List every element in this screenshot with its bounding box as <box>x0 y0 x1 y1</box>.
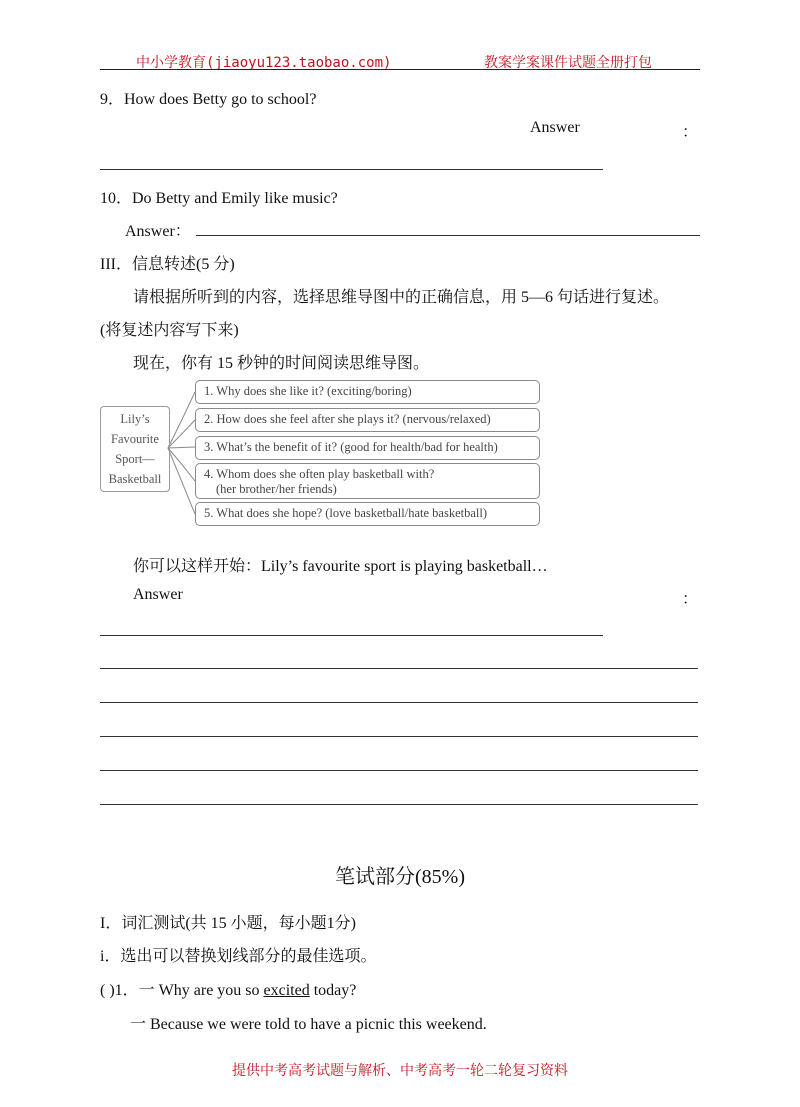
retell-line-1[interactable] <box>100 635 603 636</box>
q1-suffix: today? <box>309 982 357 999</box>
written-part-title: 笔试部分(85%) <box>335 866 465 888</box>
start-hint: 你可以这样开始：Lily’s favourite sport is playing basketball… <box>133 558 548 575</box>
header-right: 教案学案课件试题全册打包 <box>484 55 652 71</box>
retell-line-4[interactable] <box>100 736 698 737</box>
retell-line-2[interactable] <box>100 668 698 669</box>
mindmap-item-4-line-2: (her brother/her friends) <box>216 482 337 496</box>
mindmap-item-3: 3. What’s the benefit of it? (good for health/bad for health) <box>195 436 540 460</box>
mindmap-item-5: 5. What does she hope? (love basketball/hate basketball) <box>195 502 540 526</box>
mindmap-item-1: 1. Why does she like it? (exciting/boring) <box>195 380 540 404</box>
vocab-question-1 <box>100 977 356 1000</box>
section3-title: III．信息转述(5 分) <box>100 256 235 273</box>
section3-instruction-2: (将复述内容写下来) <box>100 322 239 339</box>
mindmap-item-4-line-1: 4. Whom does she often play basketball with? <box>204 467 435 481</box>
q9-answer-label: Answer <box>530 119 580 136</box>
vocab-sub-instruction: i．选出可以替换划线部分的最佳选项。 <box>100 948 377 965</box>
mindmap-root-line-1: Lily’s <box>120 412 150 426</box>
section3-time-note: 现在，你有 15 秒钟的时间阅读思维导图。 <box>133 355 430 372</box>
mindmap-item-4 <box>195 463 540 499</box>
retell-line-6[interactable] <box>100 804 698 805</box>
question-9: 9．How does Betty go to school? <box>100 91 317 108</box>
retell-colon: ： <box>682 591 699 608</box>
q9-colon: ： <box>682 124 699 141</box>
footer-note: 提供中考高考试题与解析、中考高考一轮二轮复习资料 <box>232 1064 568 1079</box>
retell-answer-label: Answer <box>133 586 183 603</box>
q10-answer-label: Answer： <box>125 223 191 240</box>
retell-line-3[interactable] <box>100 702 698 703</box>
mindmap-root-line-3: Sport— <box>115 452 155 466</box>
section3-instruction-1: 请根据所听到的内容，选择思维导图中的正确信息，用 5—6 句话进行复述。 <box>133 289 670 306</box>
mindmap-item-2: 2. How does she feel after she plays it? (nervous/relaxed) <box>195 408 540 432</box>
header-left: 中小学教育(jiaoyu123.taobao.com) <box>136 55 392 71</box>
mindmap-root-line-2: Favourite <box>111 432 159 446</box>
q1-underlined-word: excited <box>263 982 310 999</box>
retell-line-5[interactable] <box>100 770 698 771</box>
mindmap-root <box>100 406 170 492</box>
mindmap-root-line-4: Basketball <box>108 472 162 486</box>
question-10: 10．Do Betty and Emily like music? <box>100 190 338 207</box>
vocab-section-title: I．词汇测试(共 15 小题，每小题1分) <box>100 915 356 932</box>
q1-prefix: ( )1．一 Why are you so <box>100 982 264 999</box>
vocab-question-1-reply: 一 Because we were told to have a picnic this weekend. <box>130 1016 487 1033</box>
